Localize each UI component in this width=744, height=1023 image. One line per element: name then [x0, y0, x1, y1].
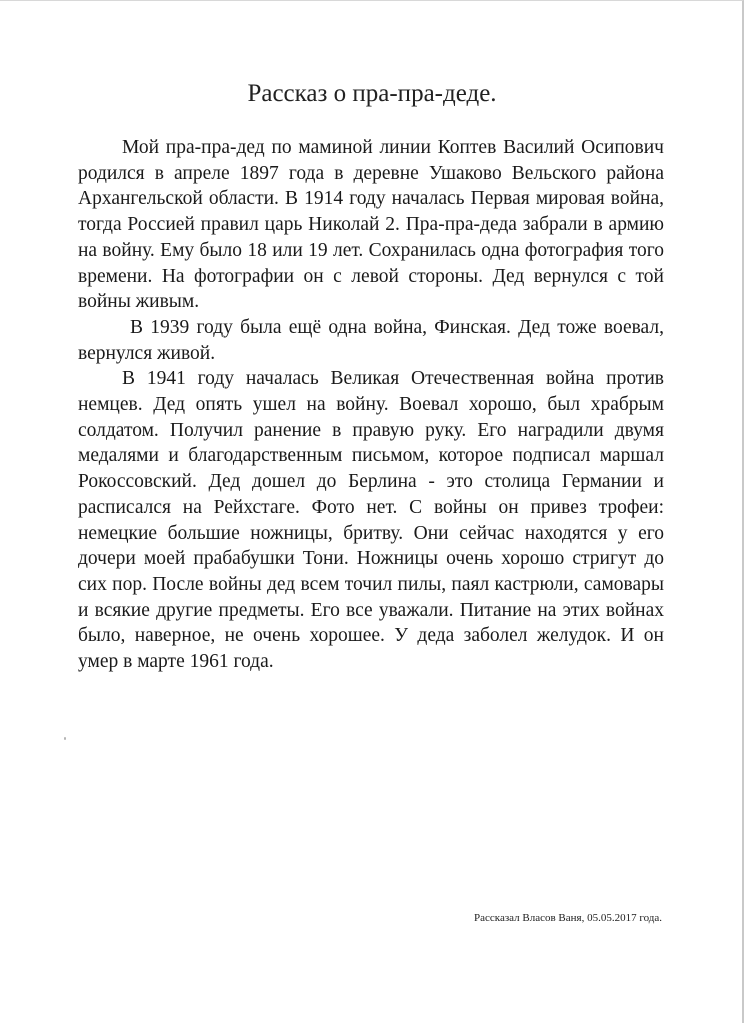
- paragraph-finnish-war: В 1939 году была ещё одна война, Финская. Дед тоже воевал, вернулся живой.: [78, 316, 664, 364]
- scan-speck: [64, 737, 66, 740]
- story-title: Рассказ о пра-пра-деде.: [247, 80, 497, 107]
- author-signature: Рассказал Власов Ваня, 05.05.2017 года.: [474, 912, 662, 924]
- story-body: [78, 135, 664, 675]
- paragraph-first-world-war: Мой пра-пра-дед по маминой линии Коптев Василий Осипович родился в апреле 1897 года в деревне Ушаково Вельского района Архангельской области. В 1914 году началась Первая мировая война, тогда Россией правил царь Николай 2. Пра-пра-деда забрали в армию на войну. Ему было 18 или 19 лет. Сохранилась одна фотография того времени. На фотографии он с левой стороны. Дед вернулся с той войны живым.: [78, 137, 664, 313]
- paragraph-great-patriotic-war: В 1941 году началась Великая Отечественная война против немцев. Дед опять ушел на войну. Воевал хорошо, был храбрым солдатом. Получил ранение в правую руку. Его наградили двумя медалями и благодарственным письмом, которое подписал маршал Рокоссовский. Дед дошел до Берлина - это столица Германии и расписался на Рейхстаге. Фото нет. С войны он привез трофеи: немецкие большие ножницы, бритву. Они сейчас находятся у его дочери моей прабабушки Тони. Ножницы очень хорошо стригут до сих пор. После войны дед всем точил пилы, паял кастрюли, самовары и всякие другие предметы. Его все уважали. Питание на этих войнах было, наверное, не очень хорошее. У деда заболел желудок. И он умер в марте 1961 года.: [78, 368, 664, 673]
